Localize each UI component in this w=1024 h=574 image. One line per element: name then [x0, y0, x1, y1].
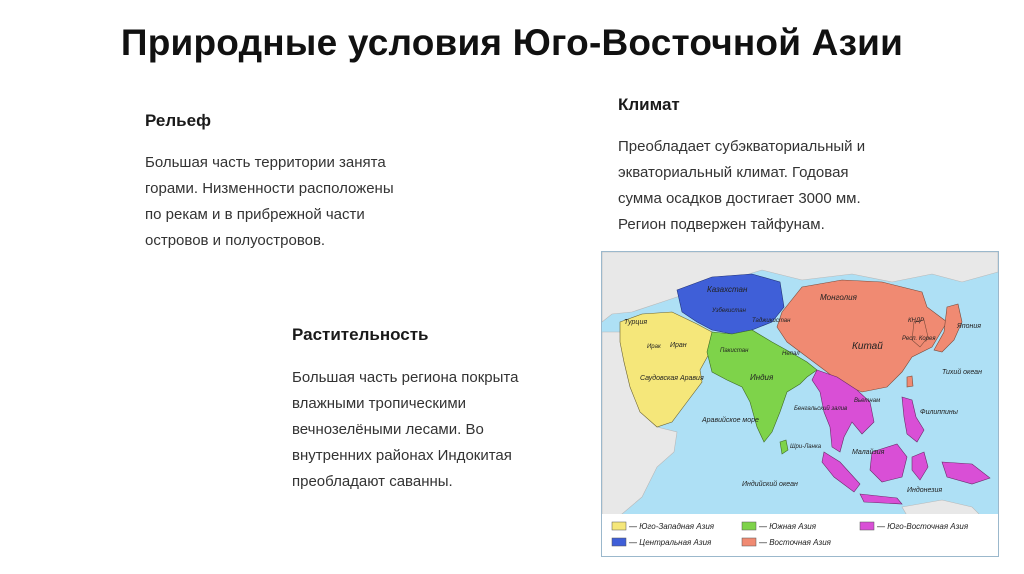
label-kazakhstan: Казахстан [707, 285, 748, 294]
label-arabian-sea: Аравийское море [702, 417, 759, 424]
legend-panel [602, 514, 998, 556]
label-sri-lanka: Шри-Ланка [790, 444, 822, 450]
relief-line: островов и полуостровов. [145, 232, 326, 249]
label-mongolia: Монголия [820, 293, 857, 302]
label-philippines: Филиппины [920, 409, 958, 416]
label-vietnam: Вьетнам [854, 398, 881, 404]
label-indonesia: Индонезия [907, 487, 943, 494]
relief-heading: Рельеф [145, 111, 211, 130]
label-bengal: Бенгальский залив [794, 406, 848, 412]
legend-swatch-south [742, 522, 756, 530]
label-india: Индия [750, 373, 774, 382]
legend-label-south: — Южная Азия [759, 522, 817, 531]
vegetation-line: Большая часть региона покрыта [292, 369, 519, 386]
label-malaysia: Малайзия [852, 449, 885, 456]
label-uzbekistan: Узбекистан [712, 308, 746, 314]
legend-swatch-southeast [860, 522, 874, 530]
label-pacific: Тихий океан [942, 369, 982, 376]
climate-line: Преобладает субэкваториальный и [618, 138, 866, 155]
legend-swatch-east [742, 538, 756, 546]
slide-title: Природные условия Юго-Восточной Азии [120, 22, 904, 63]
climate-line: сумма осадков достигает 3000 мм. [618, 190, 861, 207]
climate-text [618, 134, 865, 238]
label-japan: Япония [957, 323, 982, 330]
vegetation-line: вечнозелёными лесами. Во [292, 421, 484, 438]
vegetation-line: внутренних районах Индокитая [292, 447, 512, 464]
vegetation-line: преобладают саванны. [292, 473, 453, 490]
label-pakistan: Пакистан [720, 348, 749, 354]
label-china: Китай [852, 341, 883, 352]
asia-regions-map [601, 251, 999, 557]
label-iraq: Ирак [647, 344, 661, 350]
label-tajikistan: Таджикистан [752, 318, 791, 324]
climate-line: Регион подвержен тайфунам. [618, 216, 825, 233]
climate-line: экваториальный климат. Годовая [618, 164, 849, 181]
legend-swatch-central [612, 538, 626, 546]
label-indian-ocean: Индийский океан [742, 481, 798, 488]
legend-label-southeast: — Юго-Восточная Азия [877, 522, 969, 531]
legend-label-southwest: — Юго-Западная Азия [629, 522, 715, 531]
legend-label-central: — Центральная Азия [629, 538, 712, 547]
label-saudi: Саудовская Аравия [640, 375, 704, 382]
label-turkey: Турция [624, 319, 648, 326]
region-taiwan [907, 376, 913, 387]
vegetation-heading: Растительность [292, 325, 429, 344]
legend-swatch-southwest [612, 522, 626, 530]
relief-text [145, 150, 394, 254]
climate-heading: Климат [618, 95, 680, 114]
legend-label-east: — Восточная Азия [759, 538, 831, 547]
label-korea: Респ. Корея [902, 336, 936, 342]
relief-line: горами. Низменности расположены [145, 180, 394, 197]
label-iran: Иран [670, 342, 687, 349]
vegetation-line: влажными тропическими [292, 395, 467, 412]
label-kndr: КНДР [908, 318, 925, 324]
relief-line: по рекам и в прибрежной части [145, 206, 365, 223]
relief-line: Большая часть территории занята [145, 154, 386, 171]
vegetation-text [292, 365, 518, 495]
label-nepal: Непал [782, 351, 800, 357]
